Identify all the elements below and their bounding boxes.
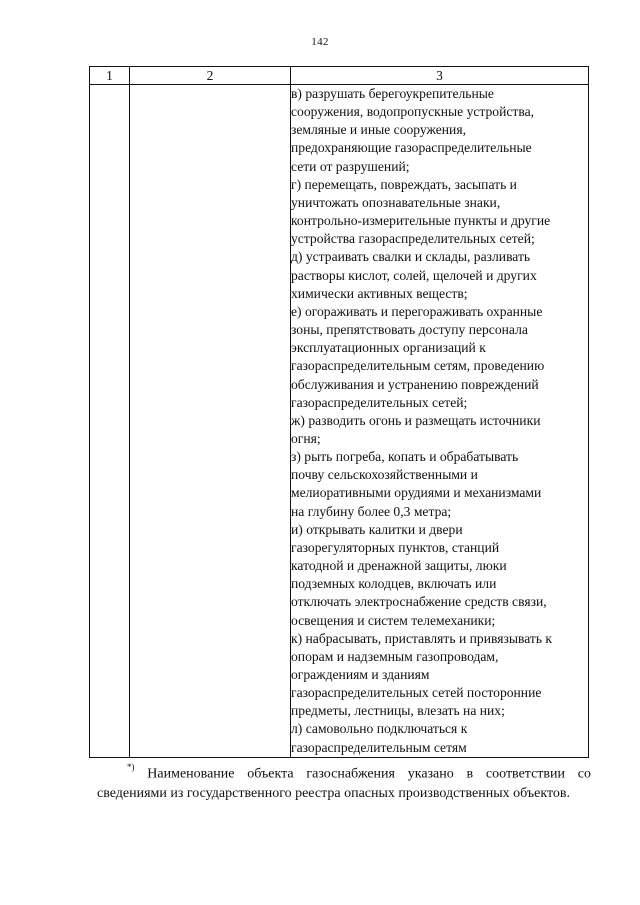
column-3-line: сети от разрушений; <box>291 158 410 174</box>
column-3-line: огня; <box>291 430 321 446</box>
column-3-cell <box>291 85 589 758</box>
column-3-line: е) огораживать и перегораживать охранные <box>291 303 543 319</box>
column-3-line: земляные и иные сооружения, <box>291 122 466 138</box>
column-1-cell <box>90 85 130 758</box>
column-3-line: почву сельскохозяйственными и <box>291 467 478 483</box>
footnote-marker: *) <box>127 762 135 772</box>
column-3-line: з) рыть погреба, копать и обрабатывать <box>291 449 519 465</box>
column-3-line: мелиоративными орудиями и механизмами <box>291 485 542 501</box>
footnote-text: Наименование объекта газоснабжения указано в соответствии со сведениями из государственного реестра опасных производственных объектов. <box>97 766 591 802</box>
column-header-1: 1 <box>90 67 130 85</box>
column-3-line: газораспределительных сетей; <box>291 394 468 410</box>
table-row <box>90 85 589 758</box>
column-3-line: отключать электроснабжение средств связи, <box>291 594 547 610</box>
column-3-line: опорам и надземным газопроводам, <box>291 648 499 664</box>
column-3-line: в) разрушать берегоукрепительные <box>291 86 494 101</box>
column-3-line: освещения и систем телемеханики; <box>291 612 496 628</box>
column-3-line: ж) разводить огонь и размещать источники <box>291 412 541 428</box>
column-3-line: химически активных веществ; <box>291 285 468 301</box>
column-3-line: предметы, лестницы, влезать на них; <box>291 703 505 719</box>
footnote <box>97 760 591 804</box>
table-header-row <box>90 67 589 85</box>
column-3-line: г) перемещать, повреждать, засыпать и <box>291 176 517 192</box>
column-3-line: катодной и дренажной защиты, люки <box>291 558 507 574</box>
column-3-line: эксплуатационных организаций к <box>291 340 486 356</box>
column-3-line: сооружения, водопропускные устройства, <box>291 104 535 120</box>
column-3-line: к) набрасывать, приставлять и привязывать к <box>291 630 553 646</box>
column-3-line: растворы кислот, солей, щелочей и других <box>291 267 537 283</box>
column-3-line: газораспределительным сетям <box>291 739 467 755</box>
page-number: 142 <box>311 36 329 48</box>
column-3-line: обслуживания и устранению повреждений <box>291 376 539 392</box>
column-3-line: и) открывать калитки и двери <box>291 521 463 537</box>
column-3-line: уничтожать опознавательные знаки, <box>291 194 501 210</box>
document-table <box>89 66 589 758</box>
column-3-line: газораспределительных сетей посторонние <box>291 685 542 701</box>
column-3-line: ограждениям и зданиям <box>291 667 430 682</box>
column-3-line: газорегуляторных пунктов, станций <box>291 539 500 555</box>
column-3-line: зоны, препятствовать доступу персонала <box>291 322 528 338</box>
column-3-line: устройства газораспределительных сетей; <box>291 231 535 247</box>
column-3-line: газораспределительным сетям, проведению <box>291 358 545 374</box>
column-3-line: л) самовольно подключаться к <box>291 721 468 737</box>
column-3-line: контрольно-измерительные пункты и другие <box>291 213 551 229</box>
column-3-line: д) устраивать свалки и склады, разливать <box>291 249 531 265</box>
column-header-3: 3 <box>291 67 589 85</box>
column-header-2: 2 <box>130 67 291 85</box>
column-3-line: подземных колодцев, включать или <box>291 576 497 592</box>
column-2-cell <box>130 85 291 758</box>
column-3-line: предохраняющие газораспределительные <box>291 140 532 156</box>
column-3-line: на глубину более 0,3 метра; <box>291 503 452 519</box>
